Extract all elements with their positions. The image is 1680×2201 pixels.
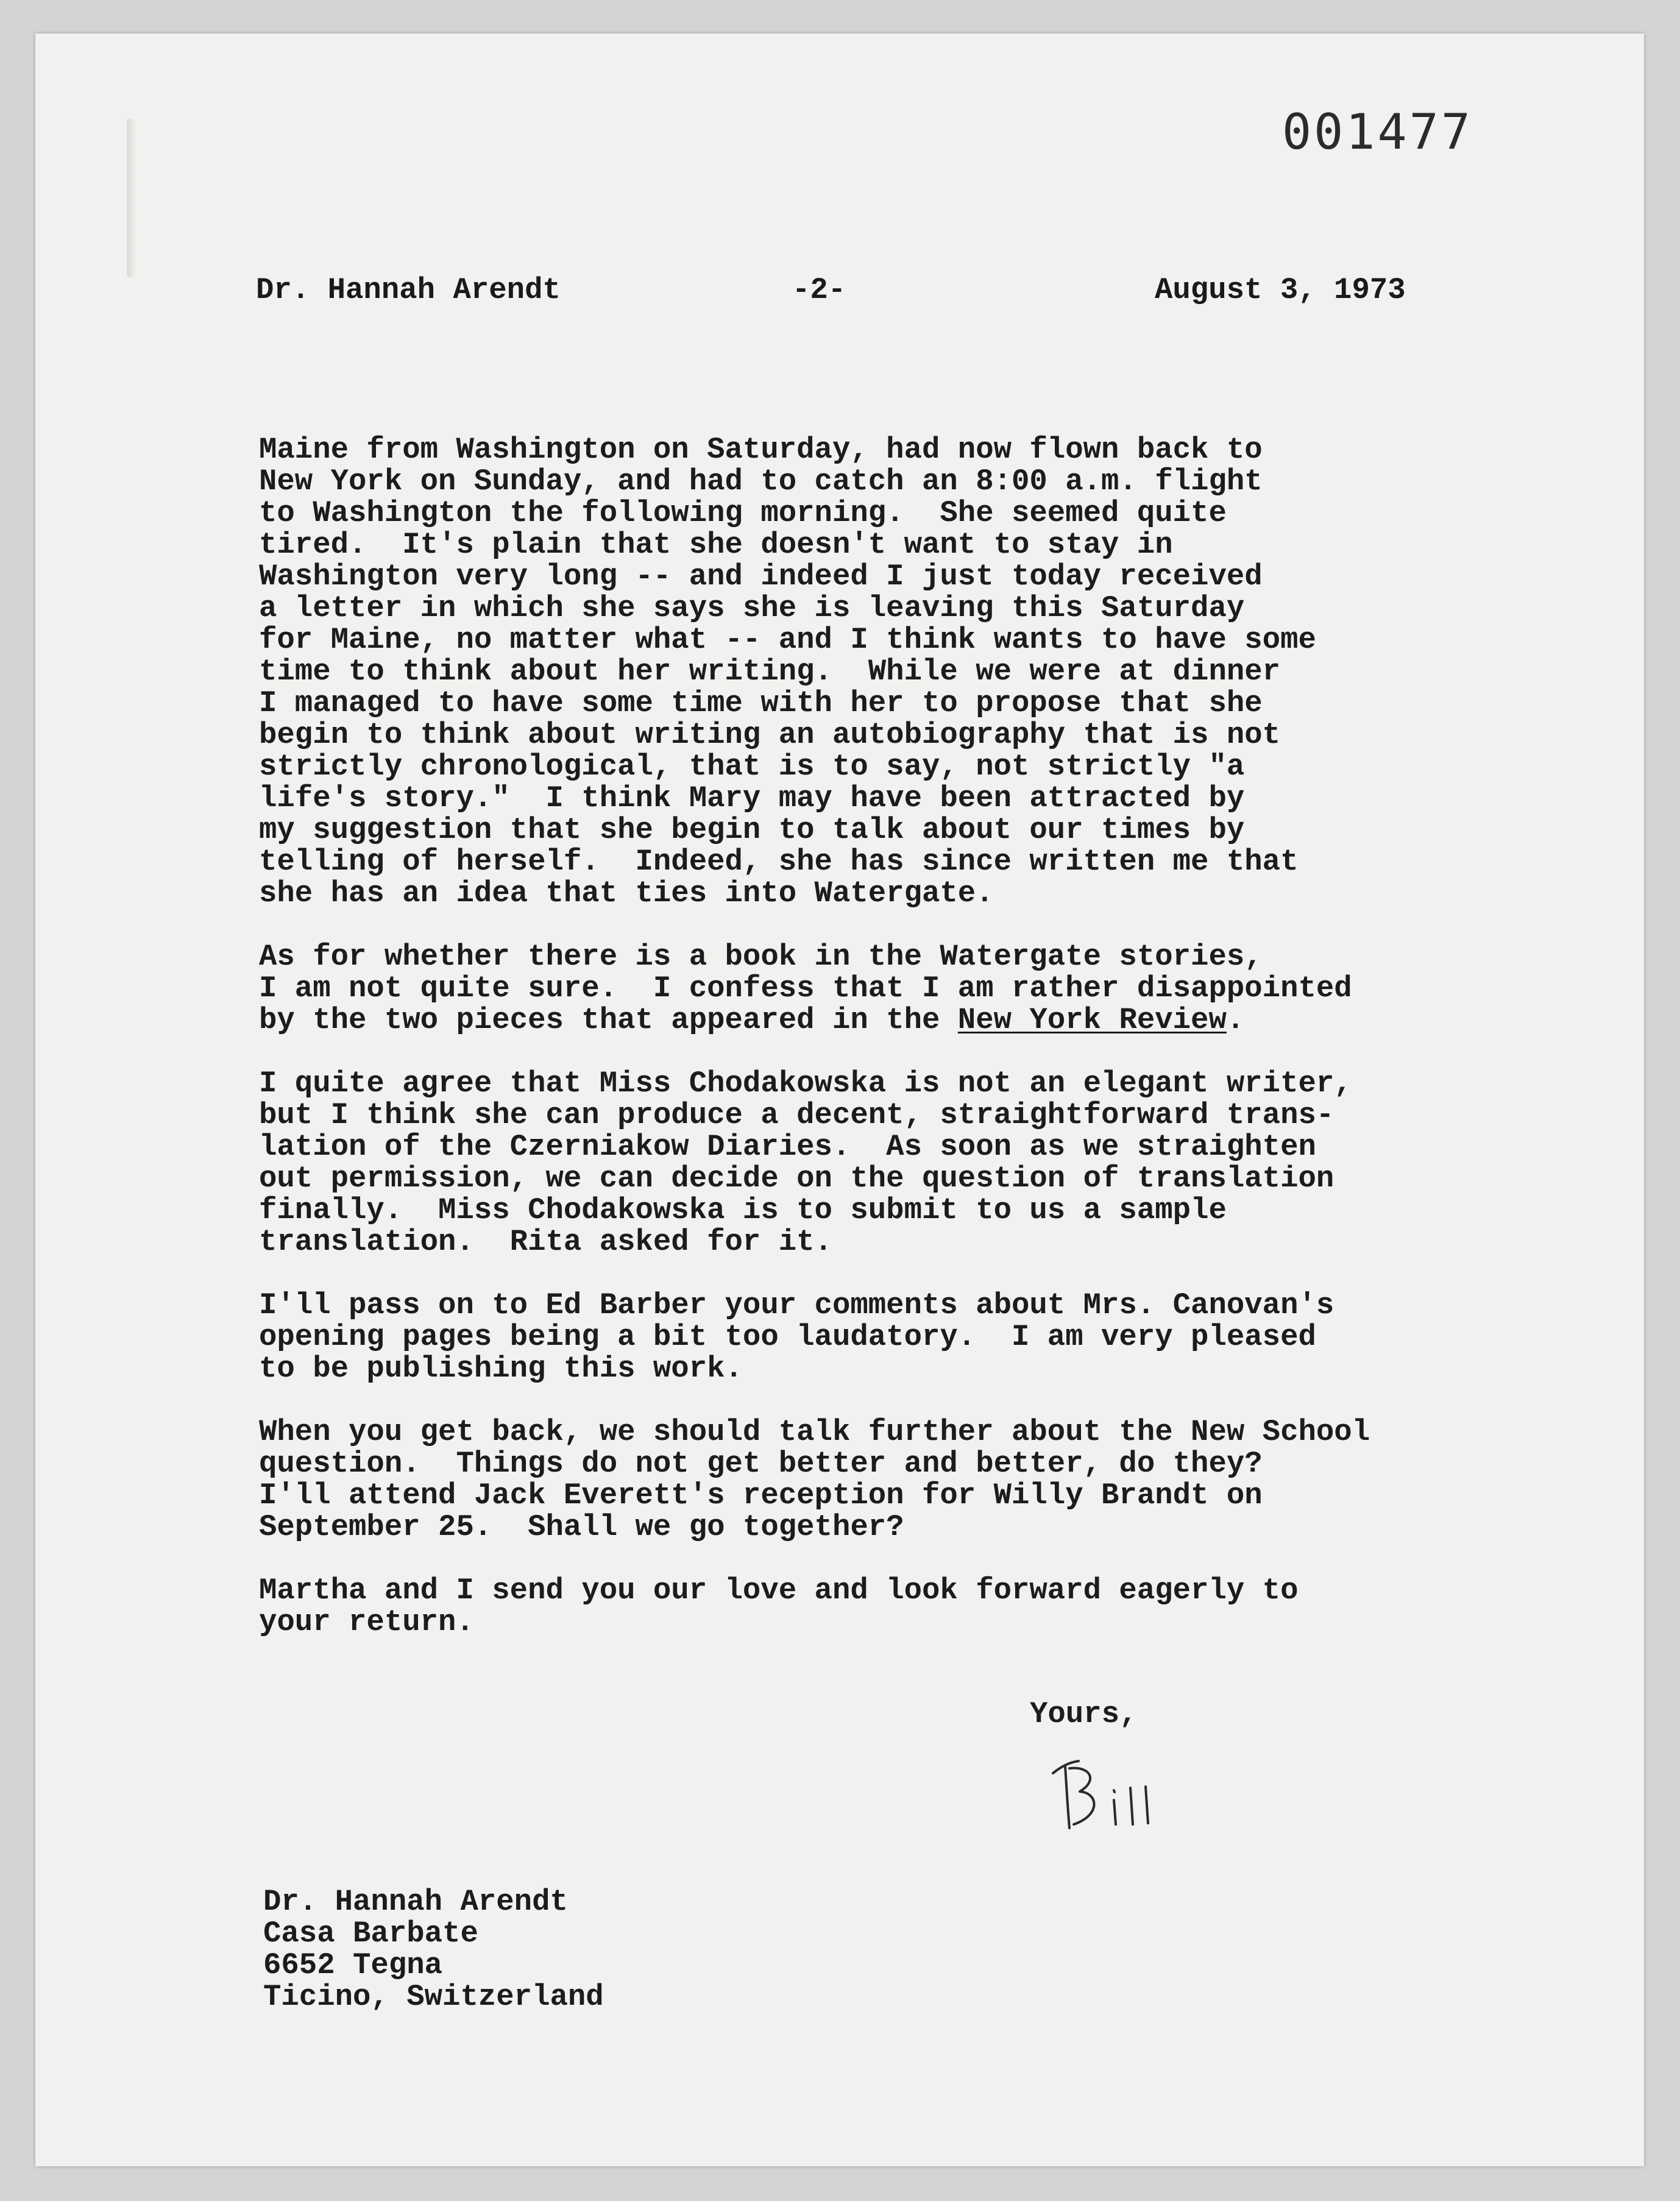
body-line: opening pages being a bit too laudatory. I am very pleased [259, 1320, 1316, 1354]
body-line: I'll attend Jack Everett's reception for Willy Brandt on [259, 1478, 1263, 1512]
body-line: question. Things do not get better and better, do they? [259, 1447, 1263, 1481]
body-line: telling of herself. Indeed, she has since written me that [259, 845, 1299, 879]
sentence-period: . [1226, 1003, 1245, 1037]
letter-header [256, 273, 1426, 310]
body-line: finally. Miss Chodakowska is to submit to us a sample [259, 1193, 1227, 1227]
body-line: for Maine, no matter what -- and I think wants to have some [259, 623, 1316, 657]
body-line: lation of the Czerniakow Diaries. As soon as we straighten [259, 1130, 1316, 1164]
publication-title: New York Review [957, 1003, 1227, 1037]
paragraph-3 [259, 1068, 1466, 1258]
body-line: New York on Sunday, and had to catch an 8:00 a.m. flight [259, 464, 1263, 498]
address-line: Ticino, Switzerland [263, 1980, 604, 2014]
body-line-with-title [259, 1004, 1466, 1036]
body-line: out permission, we can decide on the question of translation [259, 1161, 1334, 1196]
body-line: but I think she can produce a decent, straightforward trans- [259, 1098, 1334, 1132]
closing-salutation: Yours, [1030, 1697, 1138, 1731]
paper-fold-mark [127, 119, 135, 277]
header-date: August 3, 1973 [1155, 273, 1406, 307]
paragraph-1 [259, 434, 1466, 909]
header-page-number: -2- [792, 273, 846, 307]
letter-body [259, 434, 1466, 1670]
body-line: I'll pass on to Ed Barber your comments about Mrs. Canovan's [259, 1288, 1334, 1322]
body-line: As for whether there is a book in the Watergate stories, [259, 940, 1263, 974]
body-line: Maine from Washington on Saturday, had now flown back to [259, 433, 1263, 467]
paragraph-4 [259, 1289, 1466, 1384]
body-line: strictly chronological, that is to say, not strictly "a [259, 750, 1245, 784]
paragraph-5 [259, 1416, 1466, 1543]
header-recipient: Dr. Hannah Arendt [256, 273, 561, 307]
body-line: Martha and I send you our love and look forward eagerly to [259, 1573, 1299, 1607]
recipient-address [263, 1886, 604, 2013]
document-number-stamp: 001477 [1282, 104, 1473, 160]
address-line: Casa Barbate [263, 1916, 478, 1951]
body-line: she has an idea that ties into Watergate. [259, 876, 994, 910]
body-line: your return. [259, 1605, 474, 1639]
body-line: time to think about her writing. While we were at dinner [259, 654, 1281, 689]
handwritten-signature [1042, 1749, 1158, 1840]
body-line: I managed to have some time with her to propose that she [259, 686, 1263, 720]
body-line: translation. Rita asked for it. [259, 1225, 832, 1259]
body-line: life's story." I think Mary may have been attracted by [259, 781, 1245, 815]
body-line: tired. It's plain that she doesn't want to stay in [259, 528, 1173, 562]
paragraph-2 [259, 941, 1466, 1036]
body-line: When you get back, we should talk further about the New School [259, 1415, 1370, 1449]
body-line: to be publishing this work. [259, 1352, 743, 1386]
address-line: 6652 Tegna [263, 1948, 443, 1982]
body-line: September 25. Shall we go together? [259, 1510, 904, 1544]
address-line: Dr. Hannah Arendt [263, 1885, 568, 1919]
body-line: I quite agree that Miss Chodakowska is not an elegant writer, [259, 1066, 1352, 1100]
body-line: a letter in which she says she is leaving this Saturday [259, 591, 1245, 625]
body-line: my suggestion that she begin to talk about our times by [259, 813, 1245, 847]
body-line: to Washington the following morning. She seemed quite [259, 496, 1227, 530]
body-line-text: by the two pieces that appeared in the [259, 1003, 958, 1037]
body-line: I am not quite sure. I confess that I am rather disappointed [259, 971, 1352, 1005]
body-line: begin to think about writing an autobiography that is not [259, 718, 1281, 752]
paragraph-6 [259, 1575, 1466, 1638]
body-line: Washington very long -- and indeed I just today received [259, 559, 1263, 594]
